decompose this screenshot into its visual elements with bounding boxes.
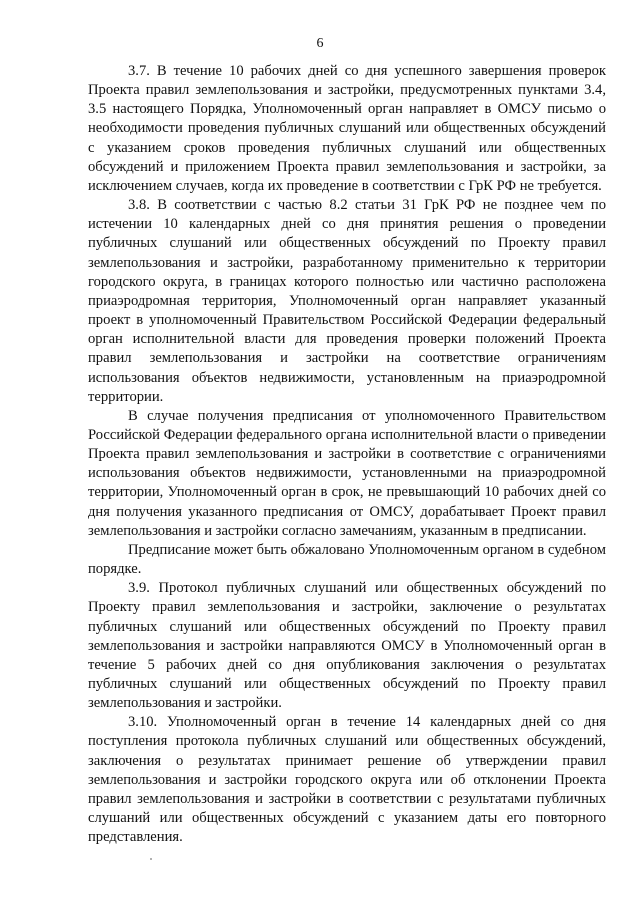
paragraph-3-9: 3.9. Протокол публичных слушаний или общественных обсуждений по Проекту правил землепользования и застройки, заключение о результатах публичных слушаний или общественных обсуждений по Проекту правил землепользования и застройки направляются ОМСУ в Уполномоченный орган в течение 5 рабочих дней со дня опубликования заключения о результатах публичных слушаний или общественных обсуждений по Проекту правил землепользования и застройки. [88,580,606,712]
paragraph-prescription-appeal: Предписание может быть обжаловано Уполномоченным органом в судебном порядке. [88,541,606,578]
paragraph-3-8: 3.8. В соответствии с частью 8.2 статьи 31 ГрК РФ не позднее чем по истечении 10 календарных дней со дня принятия решения о проведении публичных слушаний или общественных обсуждений по Проекту правил землепользования и застройки, разработанному применительно к территории городского округа, в границах которого полностью или частично расположена приаэродромная территория, Уполномоченный орган направляет указанный проект в уполномоченный Правительством Российской Федерации федеральный орган исполнительной власти для проведения проверки положений Проекта правил землепользования и застройки на соответствие ограничениям использования объектов недвижимости, установленным на приаэродромной территории. [88,197,606,405]
paragraph-3-7: 3.7. В течение 10 рабочих дней со дня успешного завершения проверок Проекта правил землепользования и застройки, предусмотренных пунктами 3.4, 3.5 настоящего Порядка, Уполномоченный орган направляет в ОМСУ письмо о необходимости проведения публичных слушаний или общественных обсуждений с указанием сроков проведения публичных слушаний или общественных обсуждений и приложением Проекта правил землепользования и застройки, за исключением случаев, когда их проведение в соответствии с ГрК РФ не требуется. [88,63,606,194]
paragraph-prescription-receipt: В случае получения предписания от уполномоченного Правительством Российской Федерации федерального органа исполнительной власти о приведении Проекта правил землепользования и застройки в соответствие с ограничениями использования объектов недвижимости, установленными на приаэродромной территории, Уполномоченный орган в срок, не превышающий 10 рабочих дней со дня получения указанного предписания от ОМСУ, дорабатывает Проект правил землепользования и застройки согласно замечаниям, указанным в предписании. [88,407,606,539]
document-body [88,62,606,847]
page-number: 6 [316,36,324,51]
paragraph-3-10: 3.10. Уполномоченный орган в течение 14 календарных дней со дня поступления протокола публичных слушаний или общественных обсуждений, заключения о результатах принимает решение об утверждении правил землепользования и застройки городского округа или об отклонении Проекта правил землепользования и застройки в соответствии с результатами публичных слушаний или общественных обсуждений с указанием даты его повторного представления. [88,714,606,846]
scan-speck [150,858,152,860]
